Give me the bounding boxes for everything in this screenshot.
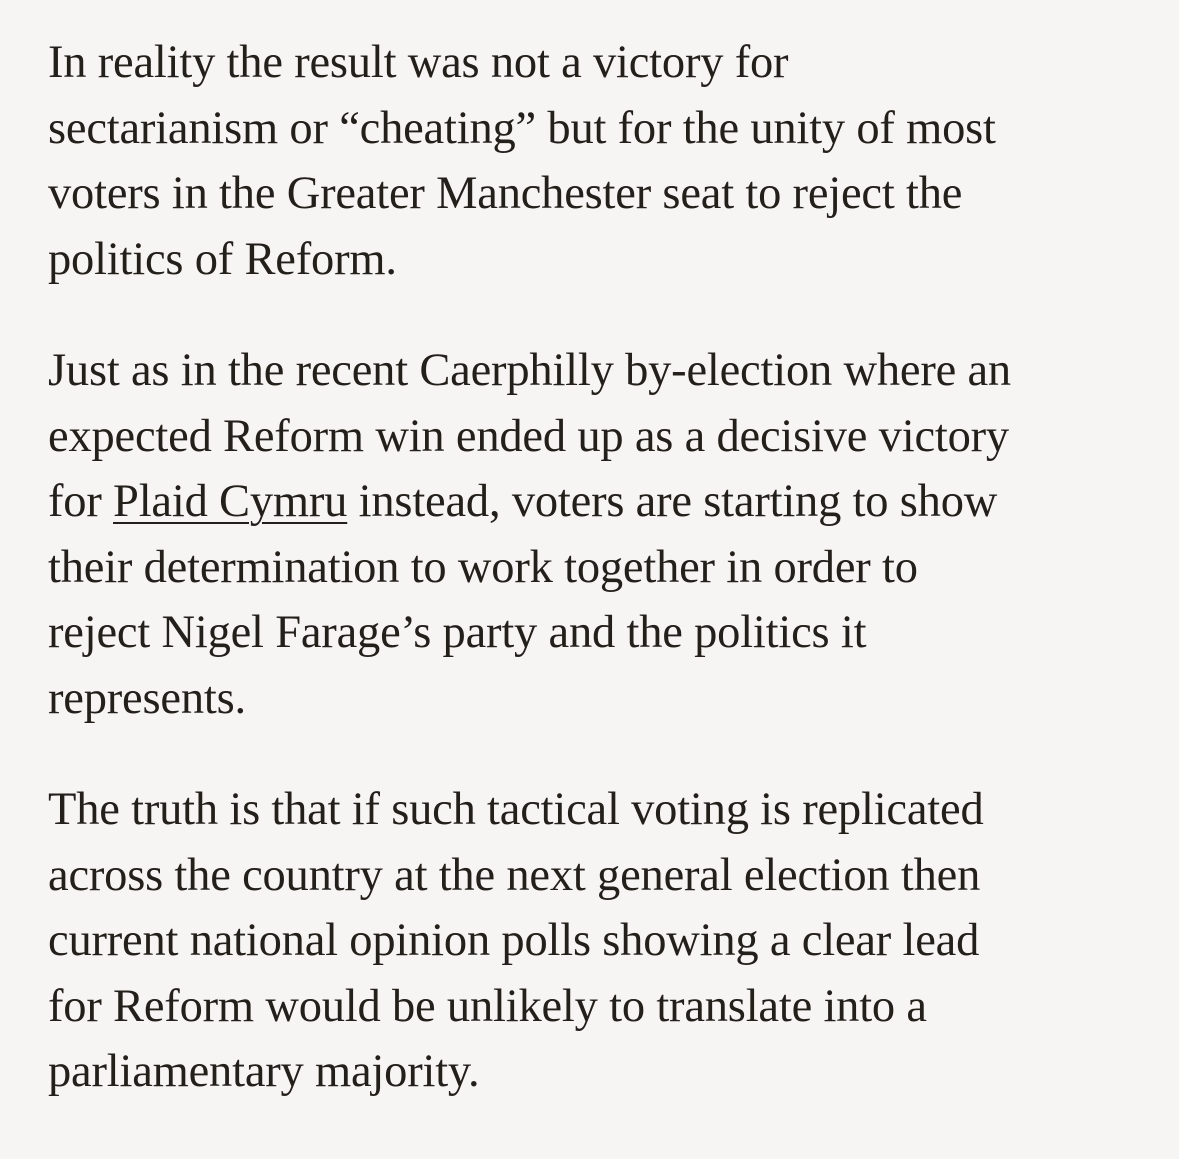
paragraph-line: across the country at the next general election then [48, 849, 981, 901]
paragraph-line: The truth is that if such tactical voting is replicated [48, 784, 984, 835]
paragraph-line: Just as in the recent Caerphilly by-election where an [48, 345, 1011, 396]
paragraph-line: current national opinion polls showing a clear lead [48, 915, 980, 966]
paragraph-line: represents. [48, 672, 246, 724]
paragraph-line: In reality the result was not a victory for [48, 37, 789, 88]
paragraph-line: parliamentary majority. [48, 1046, 480, 1097]
article-body [48, 30, 1158, 1151]
paragraph-3 [48, 777, 1158, 1105]
paragraph-line: sectarianism or “cheating” but for the unity of most [48, 102, 996, 154]
paragraph-line: reject Nigel Farage’s party and the politics it [48, 607, 867, 658]
paragraph-line: voters in the Greater Manchester seat to reject the [48, 168, 963, 219]
paragraph-line: expected Reform win ended up as a decisive victory [48, 410, 1009, 462]
paragraph-line: politics of Reform. [48, 233, 397, 285]
paragraph-text-after-link: instead, voters are starting to show [347, 476, 998, 527]
paragraph-line: for Reform would be unlikely to translate into a [48, 980, 927, 1032]
paragraph-text-before-link: for [48, 476, 114, 527]
paragraph-line: their determination to work together in order to [48, 541, 918, 593]
plaid-cymru-link[interactable]: Plaid Cymru [113, 476, 348, 527]
paragraph-2 [48, 338, 1158, 731]
paragraph-line-with-link [48, 469, 1158, 535]
paragraph-1 [48, 30, 1158, 292]
